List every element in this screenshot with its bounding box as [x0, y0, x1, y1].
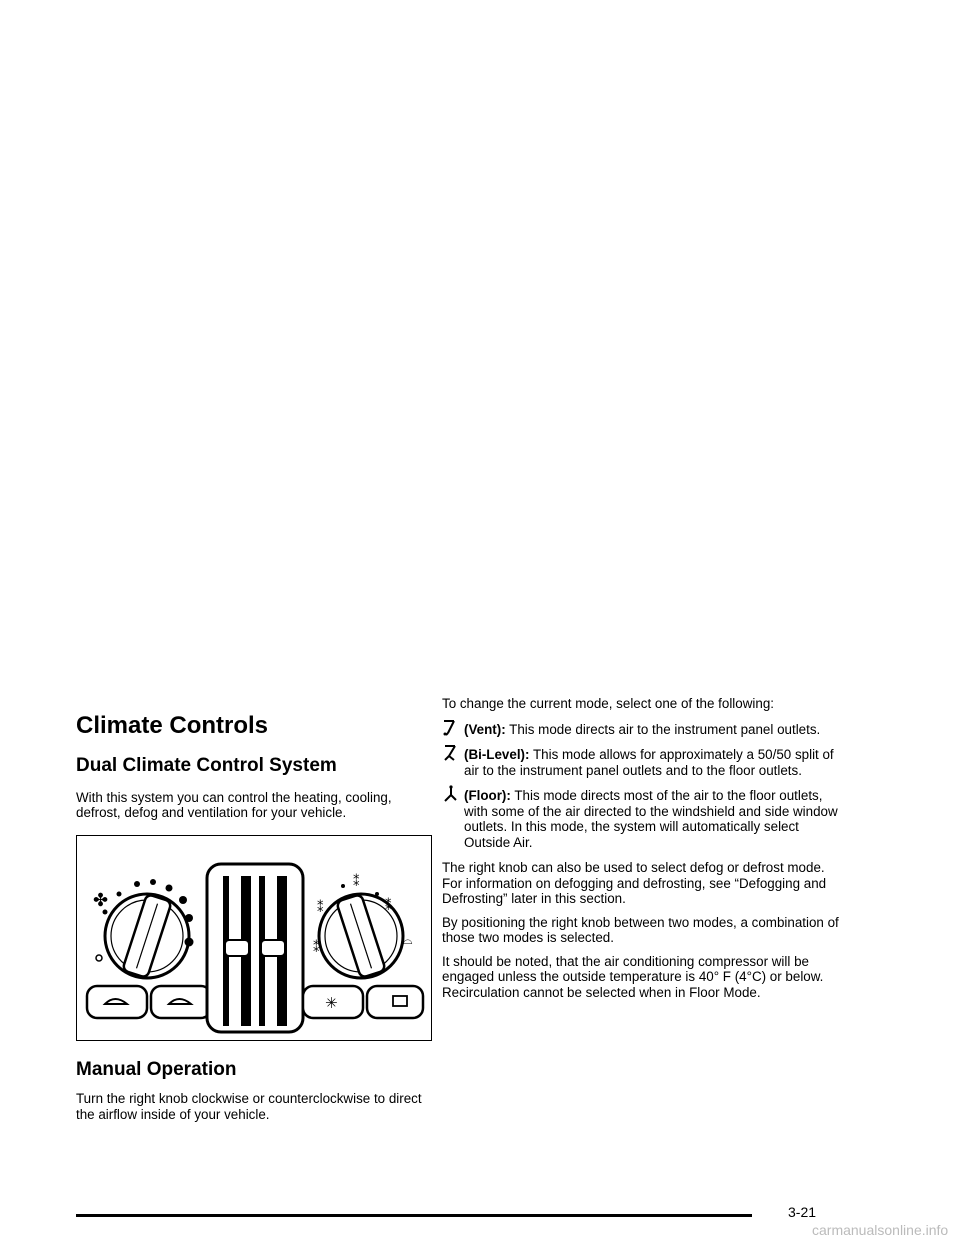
vent-mode-label: (Vent): [464, 721, 506, 737]
intro-paragraph: With this system you can control the heating, cooling, defrost, defog and ventilation for your vehicle. [76, 789, 392, 821]
floor-mode-text: This mode directs most of the air to the floor outlets, with some of the air directed to the windshield and side window outlets. In this mode, the system will automatically select Outside Air. [464, 788, 838, 850]
ac-snowflake-icon: ✳ [325, 994, 338, 1012]
compressor-paragraph: It should be noted, that the air conditioning compressor will be engaged unless the outside temperature is 40° F (4°C) or below. Recirculation cannot be selected when in Floor Mode. [442, 953, 824, 1000]
defog-paragraph: The right knob can also be used to select defog or defrost mode. For information on defogging and defrosting, see “Defogging and Defrosting” later in this section. [442, 860, 827, 906]
climate-control-panel-illustration [76, 835, 432, 1041]
mode-floor [442, 788, 842, 850]
mode-vent [442, 722, 842, 738]
manual-operation-paragraph: Turn the right knob clockwise or counterclockwise to direct the airflow inside of your vehicle. [76, 1091, 422, 1122]
page-title: Climate Controls [76, 712, 269, 739]
rear-defog-button [367, 986, 423, 1018]
mode-bilevel [442, 747, 842, 778]
left-temp-slider [225, 940, 249, 956]
floor-mode-label: (Floor): [464, 788, 511, 803]
vent-marker-icon: ⁑ [385, 897, 392, 913]
page-number: 3-21 [788, 1204, 817, 1220]
vent-mode-icon [442, 719, 458, 737]
outside-air-button [151, 986, 211, 1018]
bilevel-marker-icon: ⁑ [353, 873, 360, 889]
defrost-marker-icon: ⌓ [403, 932, 413, 947]
vent-mode-text: This mode directs air to the instrument panel outlets. [509, 721, 821, 737]
bilevel-mode-icon [442, 744, 458, 762]
fan-icon: ✤ [93, 889, 109, 911]
left-knob [105, 894, 189, 978]
section-title: Dual Climate Control System [76, 754, 337, 776]
mode-lead-paragraph: To change the current mode, select one of the following: [442, 696, 774, 711]
temperature-slider-panel [207, 864, 303, 1032]
footer-rule [76, 1214, 752, 1217]
combination-paragraph: By positioning the right knob between two modes, a combination of those two modes is selected. [442, 914, 839, 945]
floor-mode-icon [442, 785, 458, 803]
watermark: carmanualsonline.info [812, 1222, 949, 1238]
right-temp-slider [261, 940, 285, 956]
defog-marker-icon: ⁑ [313, 939, 320, 955]
left-column [76, 712, 432, 1130]
right-column [442, 696, 842, 1008]
bilevel-mode-label: (Bi-Level): [464, 747, 530, 762]
recirc-button [87, 986, 147, 1018]
subsection-title: Manual Operation [76, 1058, 237, 1080]
bilevel-mode-text: This mode allows for approximately a 50/50 split of air to the instrument panel outlets and to the floor outlets. [464, 747, 834, 778]
floor-marker-icon: ⁑ [317, 899, 324, 915]
climate-panel-drawing [77, 836, 430, 1039]
